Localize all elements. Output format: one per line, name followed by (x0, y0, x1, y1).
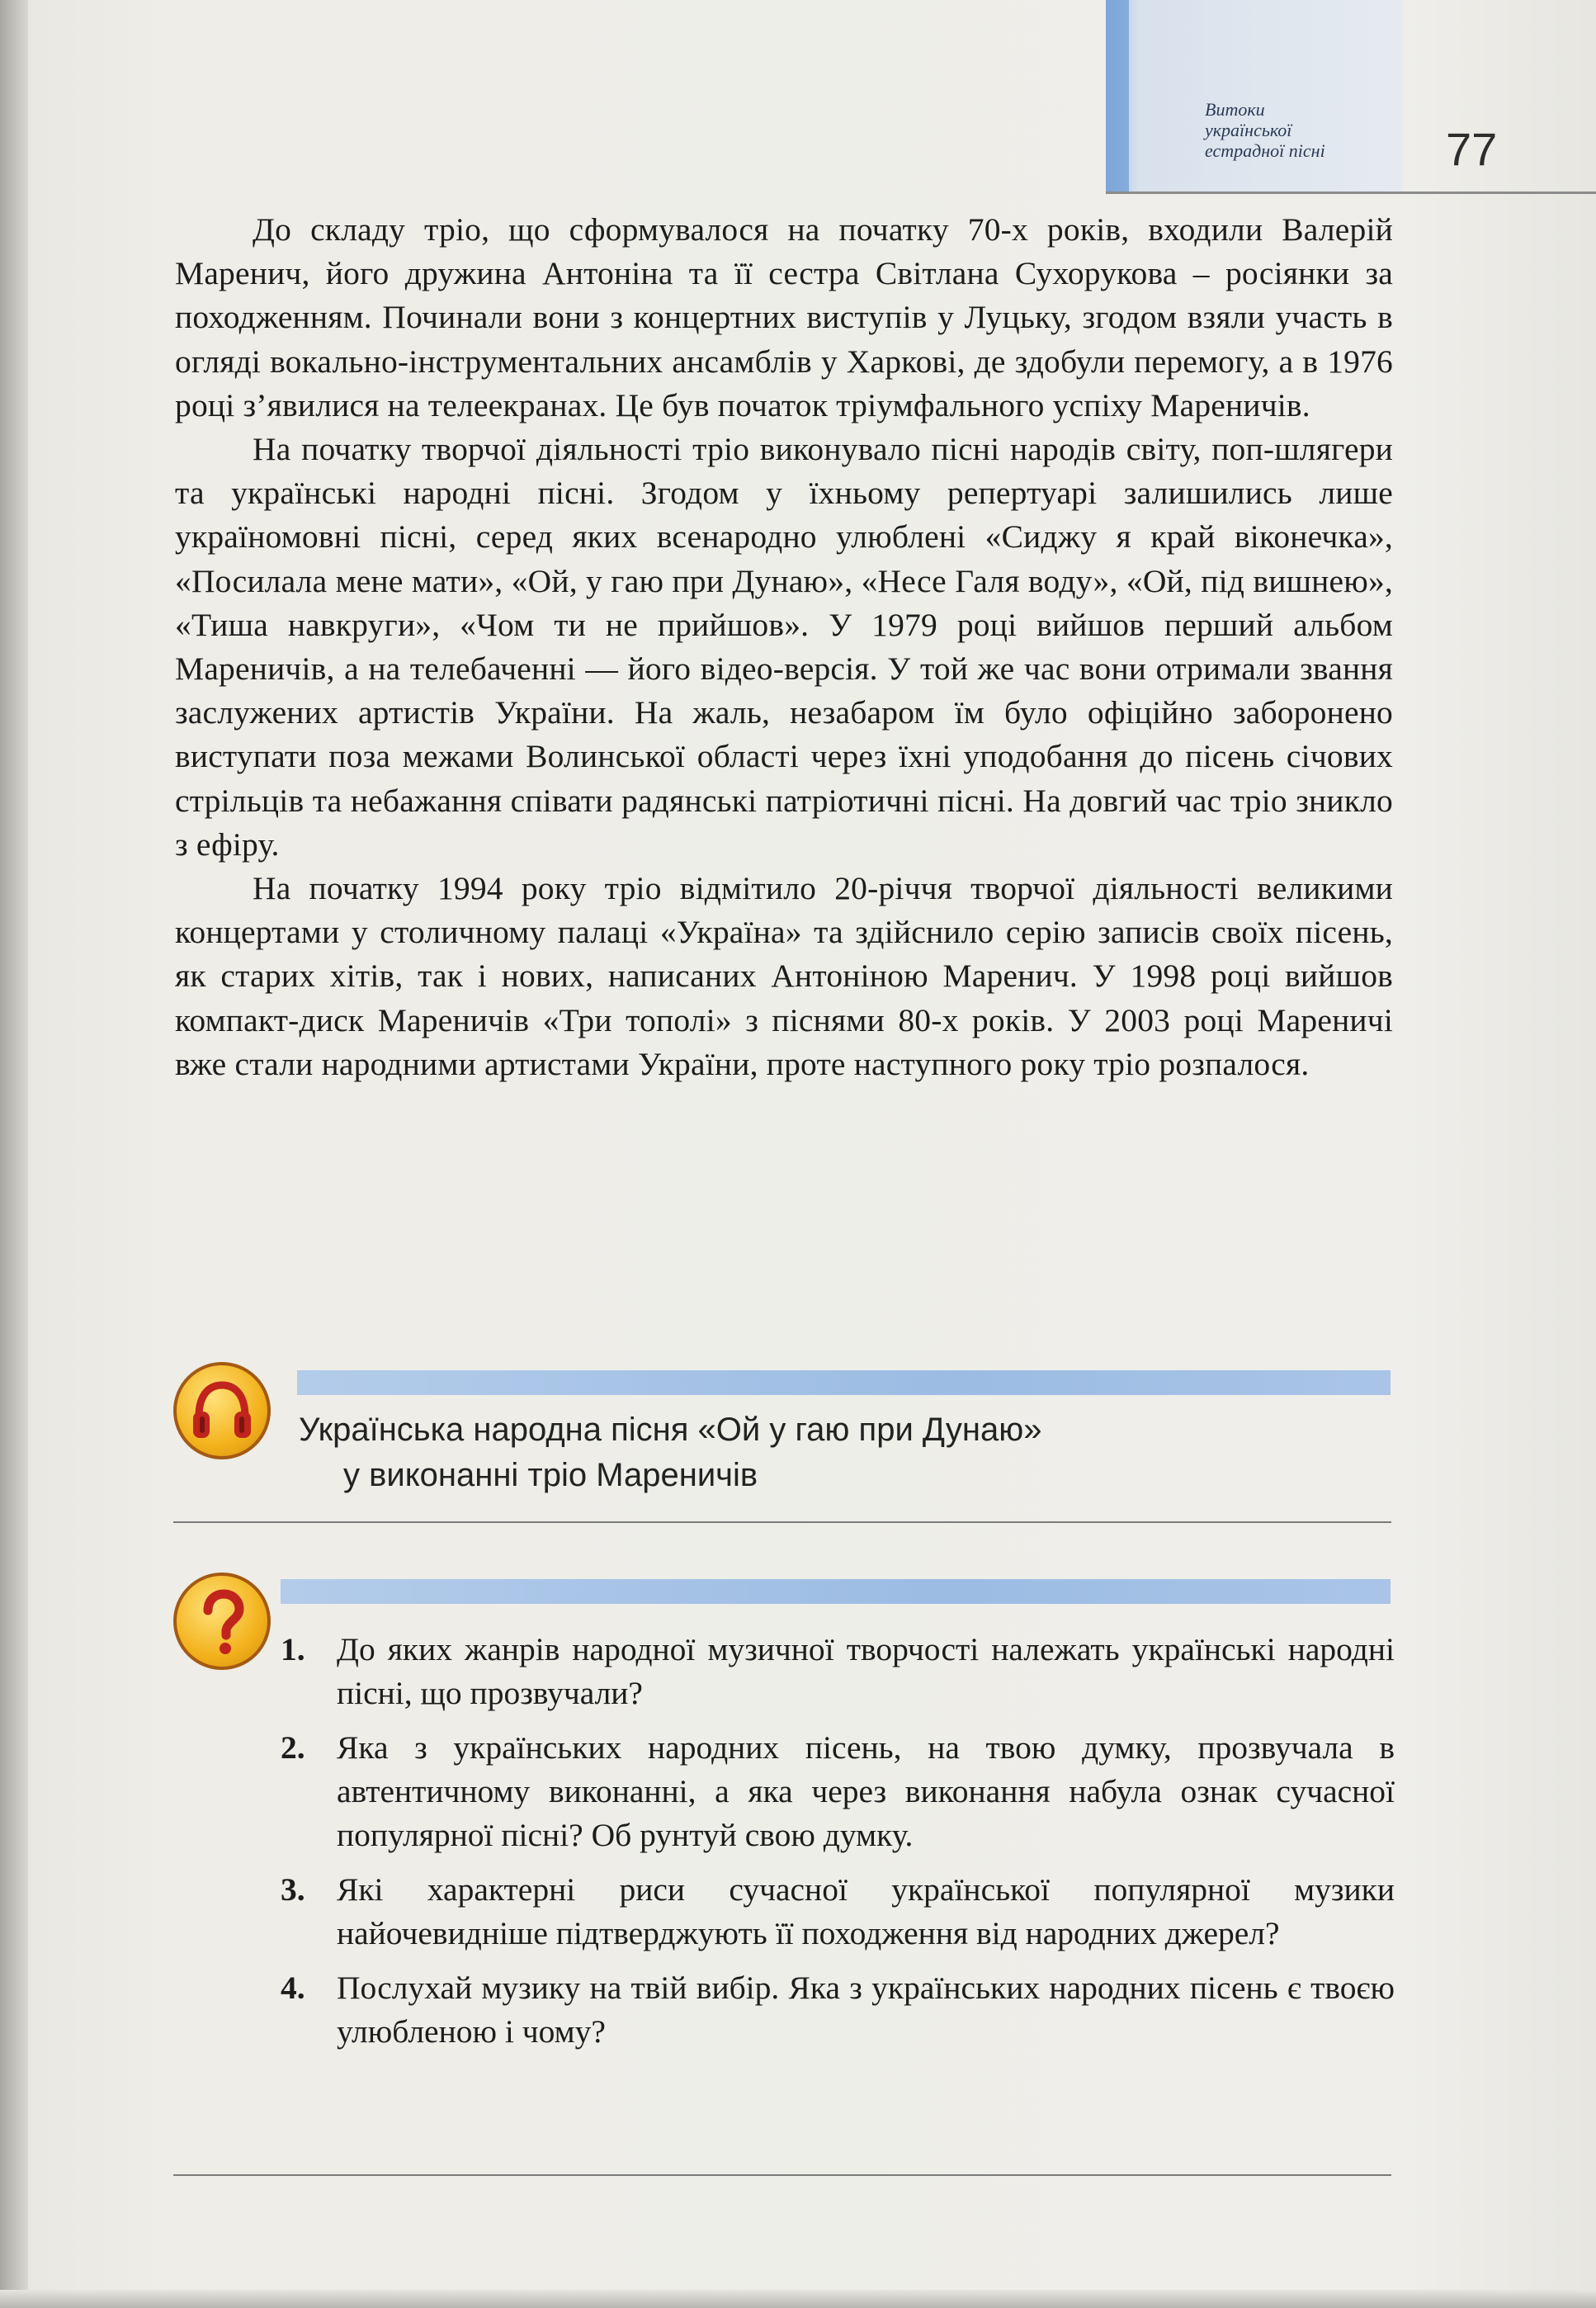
question-number: 2. (281, 1729, 305, 1766)
running-head-line: естрадної пісні (1205, 140, 1325, 161)
question-item (281, 1868, 1395, 1956)
question-text: Яка з українських народних пісень, на твою думку, прозвучала в автентичному виконанні, а яка через виконання набула ознак сучасної популярної пісні? Об рунтуй свою думку. (337, 1729, 1395, 1853)
body-text (175, 208, 1393, 1086)
question-text: Які характерні риси сучасної української популярної музики найочевидніше підтверджують її походження від народних джерел? (337, 1871, 1395, 1951)
divider (173, 1521, 1391, 1523)
running-head (1205, 99, 1395, 161)
listening-line: у виконанні тріо Мареничів (343, 1457, 758, 1493)
question-icon (173, 1573, 271, 1670)
header-tab (1106, 0, 1403, 192)
questions-list (281, 1628, 1395, 2064)
question-item (281, 1726, 1395, 1857)
header-stripe (1106, 0, 1129, 192)
question-number: 4. (281, 1970, 305, 2006)
page-gutter-shadow (0, 0, 28, 2308)
listening-line: Українська народна пісня «Ой у гаю при Дунаю» (299, 1412, 1042, 1448)
page-bottom-shadow (0, 2290, 1596, 2308)
paragraph: До складу тріо, що сформувалося на початку 70-х років, входили Валерій Маренич, його дружина Антоніна та її сестра Світлана Сухорукова – росіянки за походженням. Починали вони з концертних виступів у Луцьку, згодом взяли участь в огляді вокально-інструментальних ансамблів у Харкові, де здобули перемогу, а в 1976 році з’явилися на телеекранах. Це був початок тріумфального успіху Мареничів. (175, 211, 1393, 423)
paragraph: На початку творчої діяльності тріо виконувало пісні народів світу, поп-шлягери та українські народні пісні. Згодом у їхньому репертуарі залишились лише україномовні пісні, серед яких всенародно улюблені «Сиджу я край віконечка», «Посилала мене мати», «Ой, у гаю при Дунаю», «Несе Галя воду», «Ой, під вишнею», «Тиша навкруги», «Чом ти не прийшов». У 1979 році вийшов перший альбом Мареничів, а на телебаченні — його відео-версія. У той же час вони отримали звання заслужених артистів України. На жаль, незабаром їм було офіційно заборонено виступати поза межами Волинської області через їхні уподобання до пісень січових стрільців та небажання співати радянські патріотичні пісні. На довгий час тріо зникло з ефіру. (175, 431, 1393, 863)
question-number: 3. (281, 1871, 305, 1908)
running-head-line: української (1205, 120, 1292, 140)
header-rule (1106, 192, 1596, 194)
divider (173, 2174, 1391, 2176)
paragraph: На початку 1994 року тріо відмітило 20-річчя творчої діяльності великими концертами у столичному палаці «Україна» та здійснило серію записів своїх пісень, як старих хітів, так і нових, написаних Антоніною Маренич. У 1998 році вийшов компакт-диск Мареничів «Три тополі» з піснями 80-х років. У 2003 році Мареничі вже стали народними артистами України, проте наступного року тріо розпалося. (175, 870, 1393, 1082)
headphones-icon (173, 1362, 271, 1459)
listening-header-bar (297, 1370, 1391, 1395)
page-number: 77 (1446, 123, 1498, 175)
question-item (281, 1628, 1395, 1715)
running-head-line: Витоки (1205, 99, 1265, 120)
listening-text (299, 1407, 1372, 1498)
question-text: Послухай музику на твій вибір. Яка з українських народних пісень є твоєю улюбленою і чому? (337, 1970, 1395, 2050)
question-item (281, 1966, 1395, 2054)
question-number: 1. (281, 1631, 305, 1667)
question-text: До яких жанрів народної музичної творчості належать українські народні пісні, що прозвучали? (337, 1631, 1395, 1711)
questions-header-bar (281, 1579, 1391, 1604)
